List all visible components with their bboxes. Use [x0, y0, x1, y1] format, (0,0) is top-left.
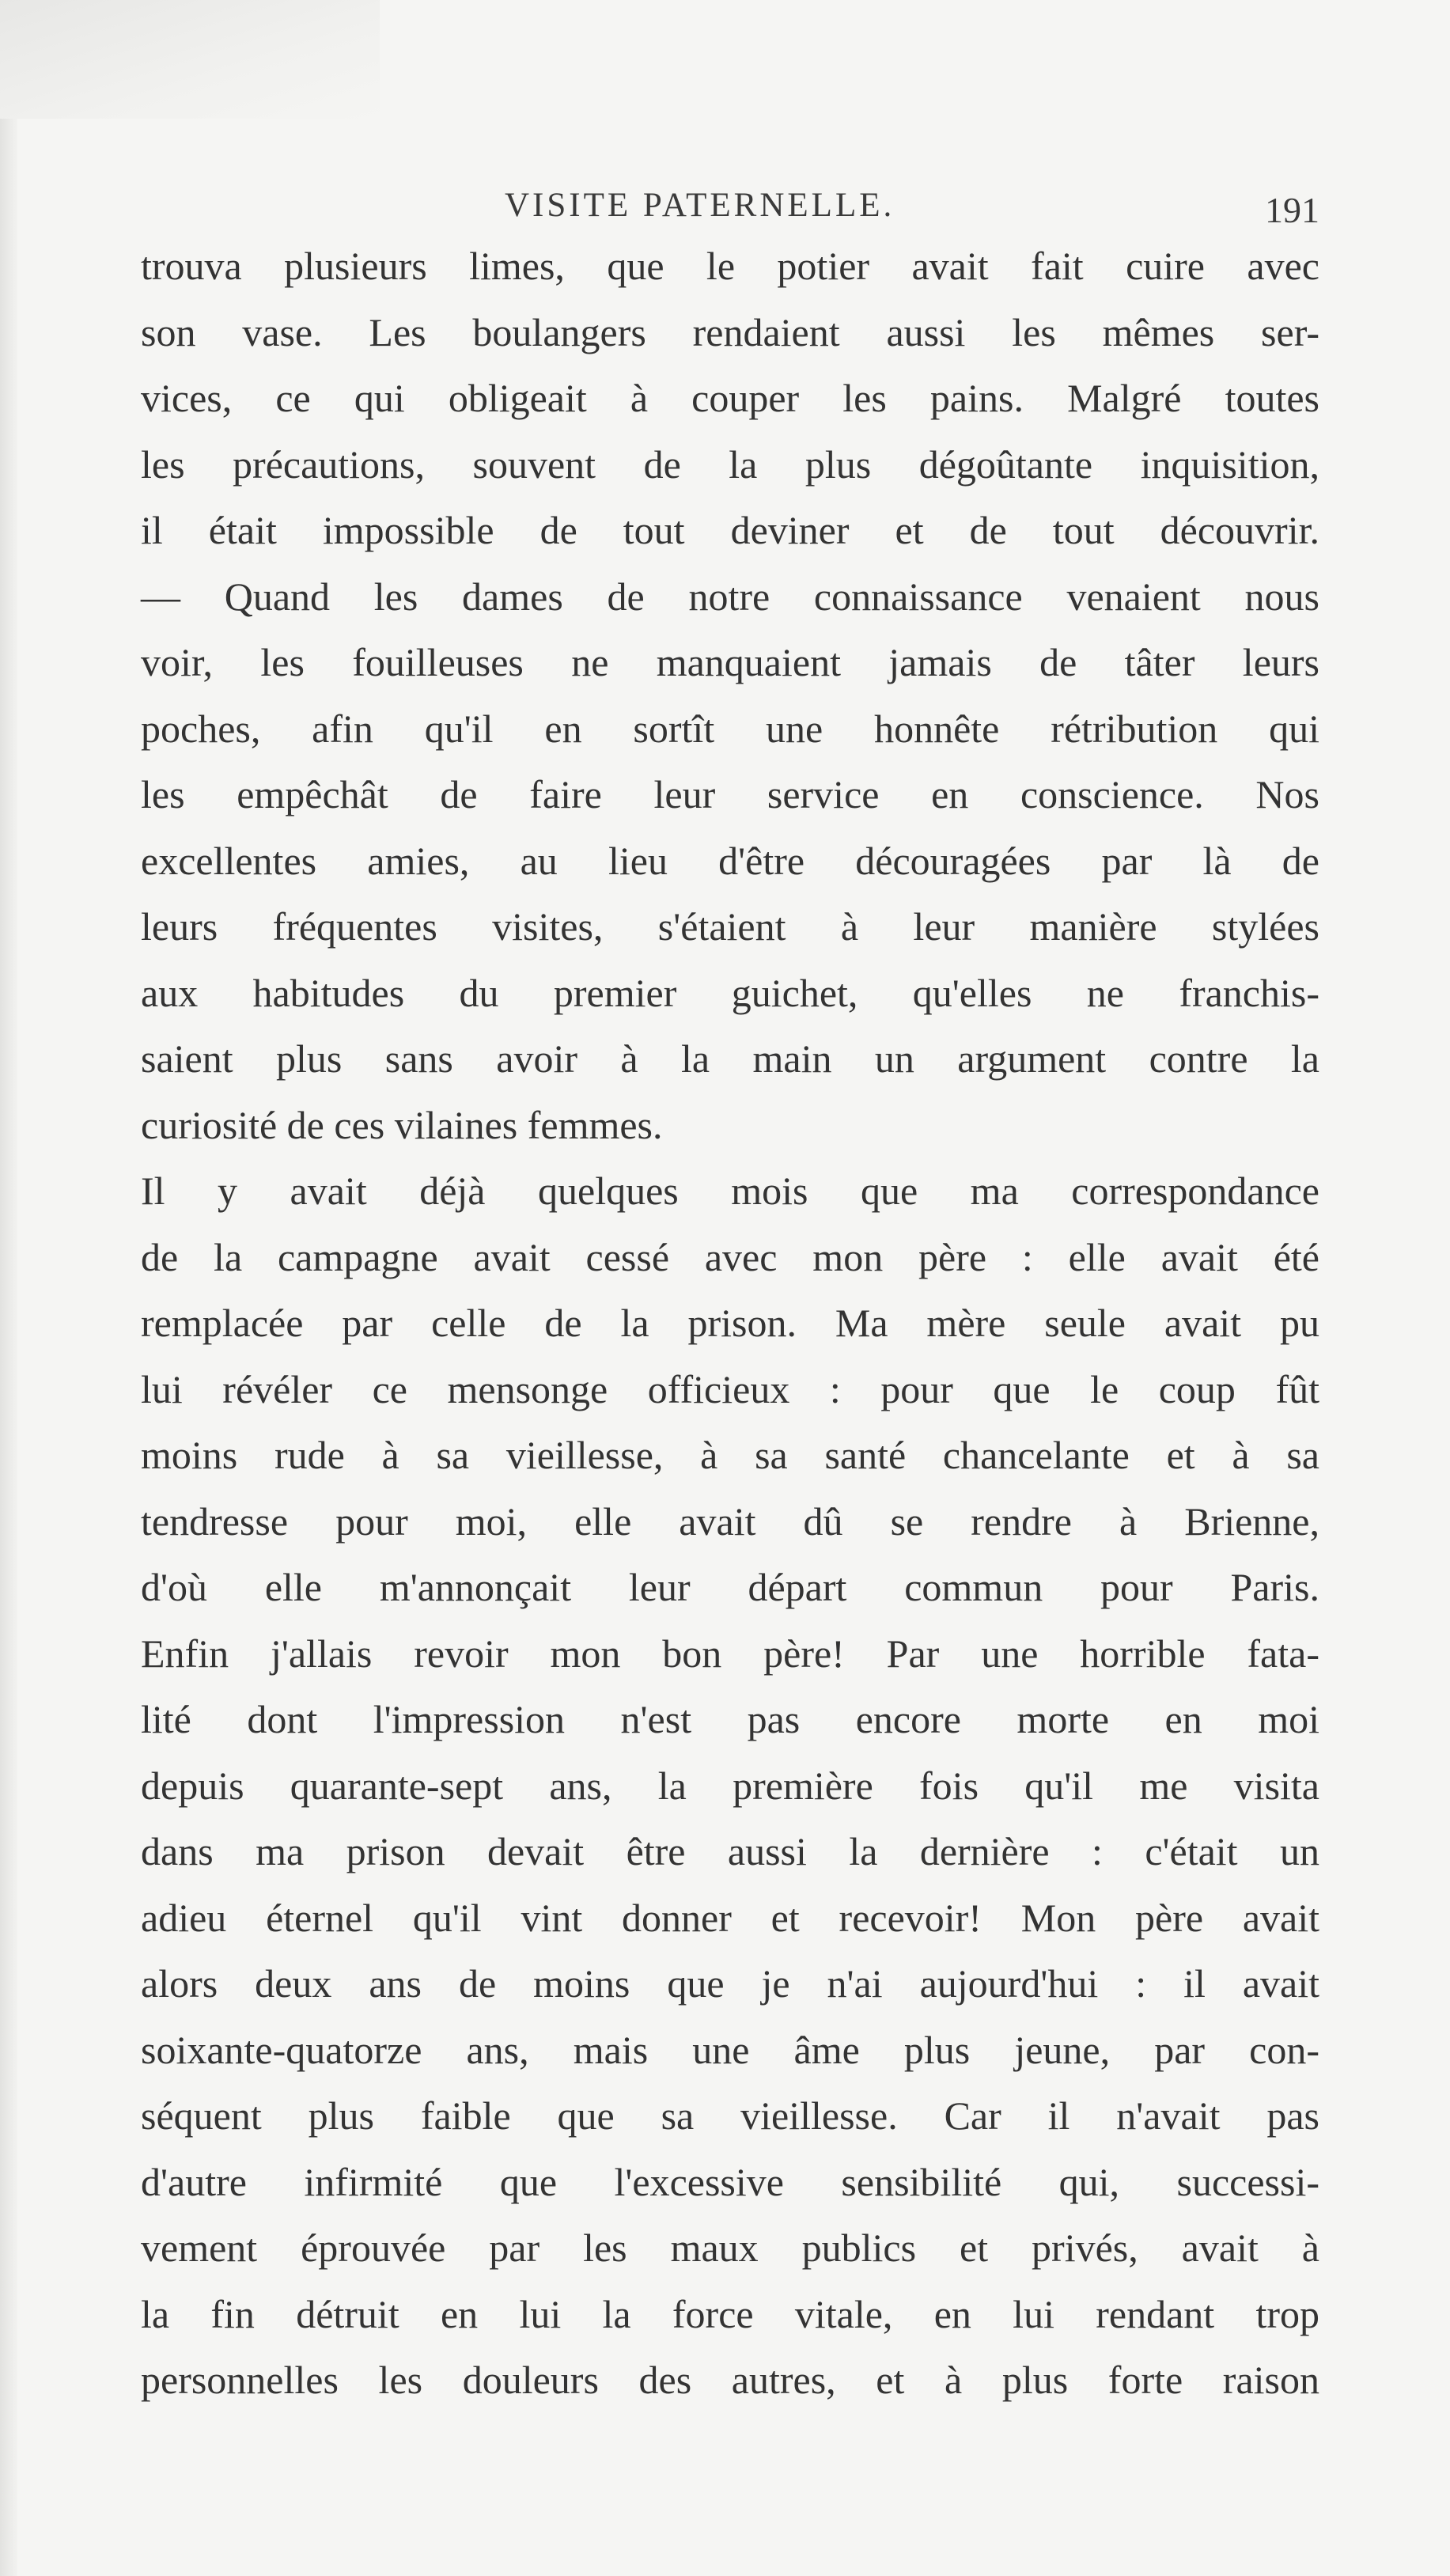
- text-line: saient plus sans avoir à la main un argument contre la: [141, 1036, 1319, 1081]
- text-line: personnelles les douleurs des autres, et à plus forte raison: [141, 2358, 1319, 2402]
- text-line: aux habitudes du premier guichet, qu'elles ne franchis-: [141, 970, 1319, 1015]
- text-line: adieu éternel qu'il vint donner et recevoir! Mon père avait: [141, 1895, 1319, 1940]
- text-line: d'où elle m'annonçait leur départ commun pour Paris.: [141, 1565, 1319, 1609]
- text-line: de la campagne avait cessé avec mon père : elle avait été: [141, 1234, 1319, 1279]
- text-line: Il y avait déjà quelques mois que ma correspondance: [141, 1169, 1319, 1213]
- text-line: lité dont l'impression n'est pas encore morte en moi: [141, 1697, 1319, 1741]
- body-text: [141, 233, 1319, 2414]
- text-line: dans ma prison devait être aussi la dernière : c'était un: [141, 1829, 1319, 1873]
- text-line: poches, afin qu'il en sortît une honnête rétribution qui: [141, 706, 1319, 751]
- text-line: leurs fréquentes visites, s'étaient à leur manière stylées: [141, 904, 1319, 949]
- text-line: les précautions, souvent de la plus dégoûtante inquisition,: [141, 441, 1319, 487]
- page-number: 191: [1265, 190, 1319, 230]
- scan-corner-shadow: [0, 0, 380, 119]
- text-line: tendresse pour moi, elle avait dû se rendre à Brienne,: [141, 1498, 1319, 1544]
- text-line: remplacée par celle de la prison. Ma mère seule avait pu: [141, 1301, 1319, 1345]
- text-line: trouva plusieurs limes, que le potier avait fait cuire avec: [141, 244, 1319, 288]
- text-line: curiosité de ces vilaines femmes.: [141, 1102, 663, 1147]
- text-line: excellentes amies, au lieu d'être découragées par là de: [141, 838, 1319, 883]
- text-line: vement éprouvée par les maux publics et privés, avait à: [141, 2226, 1319, 2270]
- text-line: moins rude à sa vieillesse, à sa santé chancelante et à sa: [141, 1433, 1319, 1477]
- scan-edge: [0, 0, 17, 2576]
- text-line: d'autre infirmité que l'excessive sensibilité qui, successi-: [141, 2159, 1319, 2204]
- text-line: son vase. Les boulangers rendaient aussi les mêmes ser-: [141, 309, 1319, 354]
- text-line: alors deux ans de moins que je n'ai aujourd'hui : il avait: [141, 1961, 1319, 2006]
- text-line: il était impossible de tout deviner et de tout découvrir.: [141, 508, 1319, 552]
- page-header: [141, 186, 1319, 233]
- text-line: vices, ce qui obligeait à couper les pains. Malgré toutes: [141, 376, 1319, 420]
- text-line: Enfin j'allais revoir mon bon père! Par une horrible fata-: [141, 1631, 1319, 1676]
- text-line: lui révéler ce mensonge officieux : pour que le coup fût: [141, 1366, 1319, 1411]
- text-line: la fin détruit en lui la force vitale, en lui rendant trop: [141, 2291, 1319, 2336]
- text-line: — Quand les dames de notre connaissance venaient nous: [141, 574, 1319, 619]
- running-title: VISITE PATERNELLE.: [505, 187, 895, 224]
- text-line: depuis quarante-sept ans, la première fois qu'il me visita: [141, 1763, 1319, 1808]
- text-line: séquent plus faible que sa vieillesse. Car il n'avait pas: [141, 2093, 1319, 2138]
- text-line: soixante-quatorze ans, mais une âme plus jeune, par con-: [141, 2027, 1319, 2072]
- text-line: voir, les fouilleuses ne manquaient jamais de tâter leurs: [141, 640, 1319, 684]
- text-line: les empêchât de faire leur service en conscience. Nos: [141, 772, 1319, 816]
